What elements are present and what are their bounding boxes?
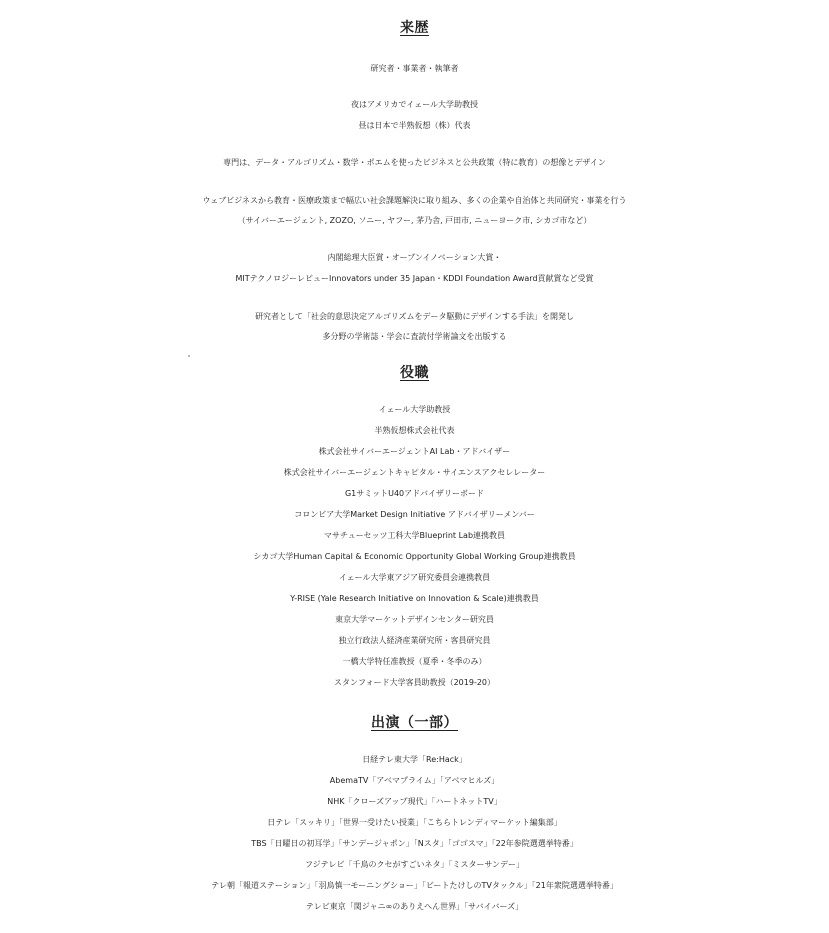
- position-item: 半熟仮想株式会社代表: [374, 426, 455, 435]
- position-item: G1サミットU40アドバイザリーボード: [344, 489, 484, 498]
- stray-dot: [188, 355, 190, 357]
- position-item: スタンフォード大学客員助教授（2019-20）: [333, 678, 496, 687]
- appearance-item: NHK「クローズアップ現代」「ハートネットTV」: [327, 797, 502, 806]
- profile-heading: 来歴: [400, 20, 429, 36]
- position-item: 株式会社サイバーエージェントAI Lab・アドバイザー: [318, 447, 511, 456]
- job-line-2: 昼は日本で半熟仮想（株）代表: [358, 121, 471, 130]
- appearance-item: テレ朝「報道ステーション」「羽鳥慎一モーニングショー」「ビートたけしのTVタックル」「21年衆院選選挙特番」: [211, 881, 618, 890]
- position-item: シカゴ大学Human Capital & Economic Opportunity Global Working Group連携教員: [253, 552, 576, 561]
- titles-text: 研究者・事業者・執筆者: [370, 64, 459, 73]
- appearance-item: TBS「日曜日の初耳学」「サンデージャポン」「Nスタ」「ゴゴスマ」「22年参院選選挙特番」: [251, 839, 578, 848]
- appearance-item: 日テレ「スッキリ」「世界一受けたい授業」「こちらトレンディマーケット編集部」: [267, 818, 562, 827]
- specialty-text: 専門は、データ・アルゴリズム・数学・ポエムを使ったビジネスと公共政策（特に教育）の想像とデザイン: [223, 158, 606, 167]
- position-item: Y-RISE (Yale Research Initiative on Innovation & Scale)連携教員: [290, 594, 539, 603]
- research-line-1: 研究者として「社会的意思決定アルゴリズムをデータ駆動にデザインする手法」を開発し: [255, 312, 574, 321]
- appearance-item: フジテレビ「千鳥のクセがすごいネタ」「ミスターサンデー」: [304, 860, 525, 869]
- positions-heading: 役職: [400, 365, 429, 381]
- job-line-1: 夜はアメリカでイェール大学助教授: [350, 100, 479, 109]
- position-item: マサチューセッツ工科大学Blueprint Lab連携教員: [323, 531, 506, 540]
- awards-line-1: 内閣総理大臣賞・オープンイノベーション大賞・: [327, 253, 502, 262]
- appearance-item: テレビ東京「関ジャニ∞のありえへん世界」「サバイバーズ」: [305, 902, 524, 911]
- awards-line-2: MITテクノロジーレビューInnovators under 35 Japan・KDDI Foundation Award貢献賞など受賞: [235, 274, 594, 283]
- position-item: 一橋大学特任准教授（夏季・冬季のみ）: [342, 657, 487, 666]
- position-item: イェール大学助教授: [378, 405, 451, 414]
- position-item: イェール大学東アジア研究委員会連携教員: [338, 573, 491, 582]
- position-item: 株式会社サイバーエージェントキャピタル・サイエンスアクセレレーター: [283, 468, 546, 477]
- appearances-heading: 出演（一部）: [371, 715, 458, 731]
- position-item: コロンビア大学Market Design Initiative アドバイザリーメンバー: [294, 510, 535, 519]
- research-line-2: 多分野の学術誌・学会に査読付学術論文を出版する: [322, 332, 507, 341]
- appearance-item: AbemaTV「アベマプライム」「アベマヒルズ」: [329, 776, 500, 785]
- appearance-item: 日経テレ東大学「Re:Hack」: [362, 755, 467, 764]
- position-item: 東京大学マーケットデザインセンター研究員: [335, 615, 494, 624]
- work-line-2: （サイバーエージェント, ZOZO, ソニー, ヤフー, 茅乃舎, 戸田市, ニューヨーク市, シカゴ市など）: [237, 216, 592, 225]
- work-line-1: ウェブビジネスから教育・医療政策まで幅広い社会課題解決に取り組み、多くの企業や自治体と共同研究・事業を行う: [202, 196, 627, 205]
- position-item: 独立行政法人経済産業研究所・客員研究員: [338, 636, 491, 645]
